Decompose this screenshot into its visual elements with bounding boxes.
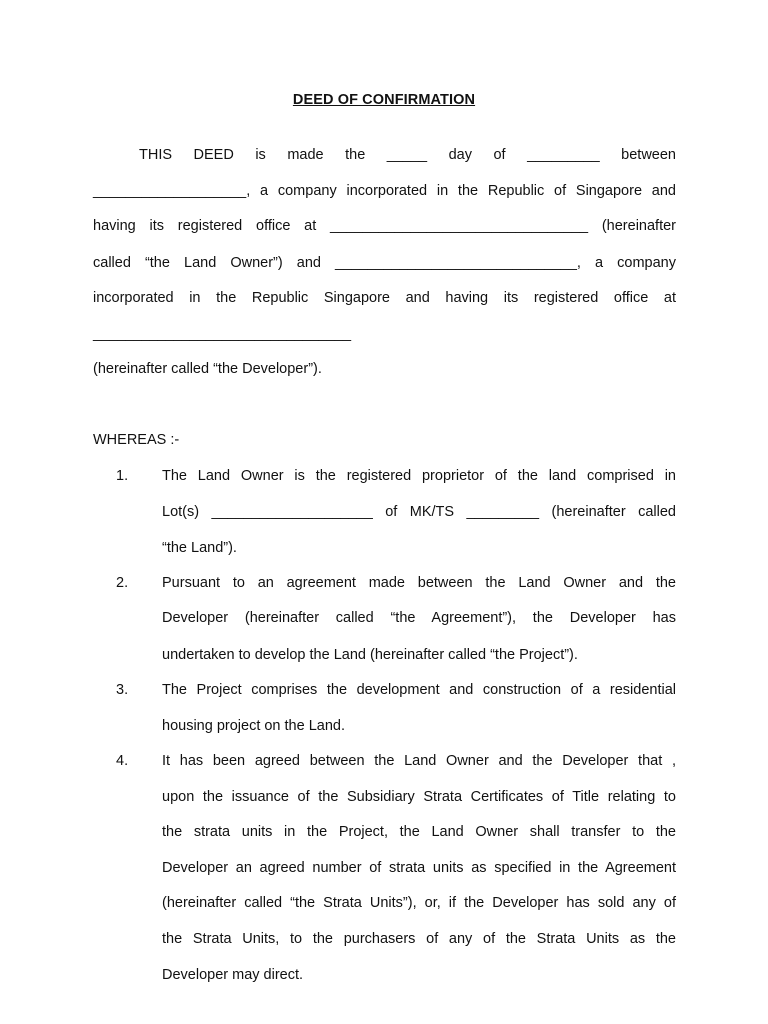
preamble-line-2: ___________________, a company incorporated in the Republic of Singapore and: [93, 183, 676, 199]
preamble-line-5: incorporated in the Republic Singapore and having its registered office at: [93, 290, 676, 306]
item-number: 2.: [116, 575, 129, 591]
item-4-line-7: Developer may direct.: [162, 967, 304, 983]
item-1-line-2: Lot(s) ____________________ of MK/TS _________ (hereinafter called: [162, 504, 676, 520]
item-number: 1.: [116, 468, 129, 484]
item-4-line-3: the strata units in the Project, the Land Owner shall transfer to the: [162, 824, 676, 840]
item-4-line-5: (hereinafter called “the Strata Units”), or, if the Developer has sold any of: [162, 895, 676, 911]
item-3-line-2: housing project on the Land.: [162, 718, 345, 734]
preamble-line-1: THIS DEED is made the _____ day of _________ between: [139, 147, 676, 163]
item-3-line-1: The Project comprises the development and construction of a residential: [162, 682, 676, 698]
preamble-line-4: called “the Land Owner”) and ______________________________, a company: [93, 255, 676, 271]
item-2-line-1: Pursuant to an agreement made between the Land Owner and the: [162, 575, 676, 591]
whereas-heading: WHEREAS :-: [93, 432, 180, 448]
item-number: 3.: [116, 682, 129, 698]
item-2-line-3: undertaken to develop the Land (hereinafter called “the Project”).: [162, 647, 578, 663]
document-title: DEED OF CONFIRMATION: [292, 92, 476, 108]
item-1-line-1: The Land Owner is the registered proprietor of the land comprised in: [162, 468, 676, 484]
item-1-line-3: “the Land”).: [162, 540, 237, 556]
item-4-line-2: upon the issuance of the Subsidiary Strata Certificates of Title relating to: [162, 789, 676, 805]
item-4-line-1: It has been agreed between the Land Owner and the Developer that ,: [162, 753, 676, 769]
preamble-line-7: (hereinafter called “the Developer”).: [93, 361, 322, 377]
item-2-line-2: Developer (hereinafter called “the Agreement”), the Developer has: [162, 610, 676, 626]
item-4-line-4: Developer an agreed number of strata units as specified in the Agreement: [162, 860, 676, 876]
preamble-line-3: having its registered office at ________________________________ (hereinafter: [93, 218, 676, 234]
preamble-line-6: ________________________________: [93, 326, 352, 342]
item-4-line-6: the Strata Units, to the purchasers of any of the Strata Units as the: [162, 931, 676, 947]
item-number: 4.: [116, 753, 129, 769]
